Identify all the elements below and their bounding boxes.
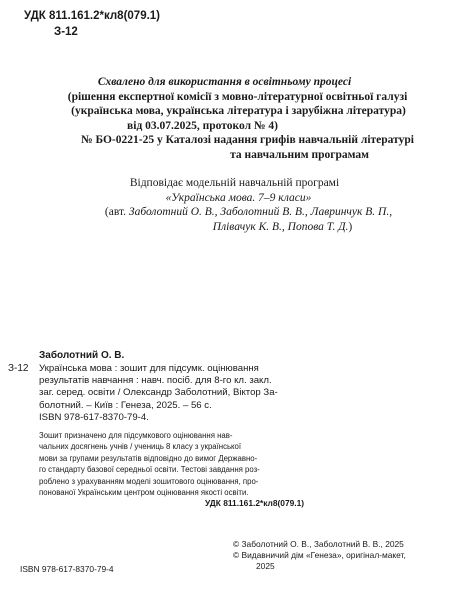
abstract-line: мови за групами результатів відповідно до вимог Державно-	[39, 453, 258, 463]
abstract-line: понованої Українським центром оцінювання якості освіти.	[39, 488, 249, 498]
program-line-1: Відповідає модельній навчальній програмі	[129, 177, 340, 189]
catalog-abstract	[39, 430, 260, 498]
abstract-line: чальних досягнень учнів / учениць 8 класу з української	[39, 442, 242, 452]
copyright-line: © Заболотний О. В., Заболотний В. В., 2025	[233, 539, 404, 549]
program-authors-1: Заболотний О. В., Заболотний В. В., Лавринчук В. П.,	[128, 206, 393, 219]
abstract-line: Зошит призначено для підсумкового оцінювання нав-	[39, 431, 233, 440]
abstract-line: го стандарту базової середньої освіти. Тестові завдання роз-	[39, 465, 260, 475]
approval-line-5: та навчальним програмам	[230, 148, 369, 161]
isbn-bottom: ISBN 978-617-8370-79-4	[20, 564, 114, 574]
catalog-author: Заболотний О. В.	[39, 350, 125, 361]
catalog-index: З-12	[8, 363, 29, 374]
program-authors-suffix: )	[348, 220, 353, 233]
program-authors-2: Плівачук К. В., Попова Т. Д.	[212, 220, 349, 233]
copyright-block	[233, 539, 406, 571]
approval-block	[0, 75, 451, 163]
catalog-desc-line: заг. серед. освіти / Олександр Заболотний, Віктор За-	[39, 387, 278, 399]
approval-line-3: від 03.07.2025, протокол № 4)	[127, 119, 278, 132]
index-top: З-12	[54, 26, 78, 38]
approval-line-1: (рішення експертної комісії з мовно-літературної освітньої галузі	[67, 90, 408, 103]
catalog-desc-line: результатів навчання : навч. посіб. для 8-го кл. закл.	[39, 375, 272, 387]
udk-top: УДК 811.161.2*кл8(079.1)	[24, 10, 161, 22]
catalog-desc-line: болотний. – Київ : Генеза, 2025. – 56 с.	[39, 399, 212, 411]
approval-line-2: (українська мова, українська література і зарубіжна література)	[71, 105, 406, 118]
catalog-isbn: ISBN 978-617-8370-79-4.	[39, 412, 149, 423]
program-line-2: «Українська мова. 7–9 класи»	[165, 191, 312, 204]
copyright-line: 2025	[256, 560, 275, 571]
program-line-3	[23, 205, 451, 220]
program-block	[0, 176, 451, 234]
approval-line-4: № БО-0221-25 у Каталозі надання грифів навчальній літературі	[81, 134, 414, 147]
catalog-description	[39, 363, 278, 412]
catalog-udk: УДК 811.161.2*кл8(079.1)	[205, 498, 305, 508]
program-line-4	[57, 220, 451, 235]
abstract-line: роблено з урахуванням моделі зошитового оцінювання, про-	[39, 476, 259, 486]
approval-title: Схвалено для використання в освітньому процесі	[97, 76, 352, 88]
catalog-desc-line: Українська мова : зошит для підсумк. оцінювання	[39, 363, 259, 374]
copyright-line: © Видавничий дім «Генеза», оригінал-макет,	[233, 549, 406, 560]
program-authors-prefix: (авт.	[104, 206, 129, 219]
